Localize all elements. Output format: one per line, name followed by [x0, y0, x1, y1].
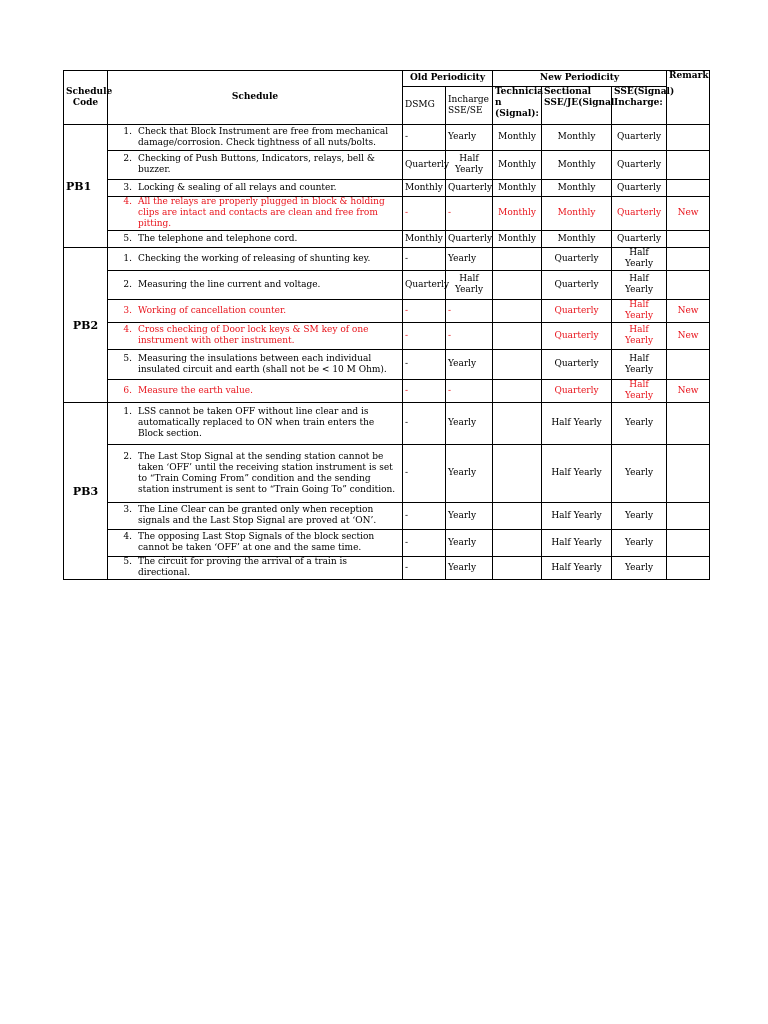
schedule-item-cell [108, 300, 403, 323]
schedule-item-cell [108, 380, 403, 403]
schedule-item-cell [108, 403, 403, 445]
technician-cell: Monthly [493, 151, 542, 180]
schedule-item [110, 183, 400, 194]
item-text: The telephone and telephone cord. [138, 233, 298, 244]
remark-cell: New [667, 380, 710, 403]
schedule-item [110, 197, 400, 230]
schedule-item [110, 557, 400, 579]
table-row [64, 300, 710, 323]
table-row [64, 380, 710, 403]
item-text: Measuring the line current and voltage. [138, 279, 321, 290]
dsmg-cell: - [403, 300, 446, 323]
item-number: 2. [123, 154, 132, 164]
sse-incharge-cell: Quarterly [612, 151, 667, 180]
schedule-item [110, 127, 400, 149]
remark-cell [667, 231, 710, 248]
remark-cell: New [667, 300, 710, 323]
technician-cell: Monthly [493, 125, 542, 151]
sectional-cell: Half Yearly [542, 445, 612, 503]
table-row [64, 271, 710, 300]
table-row [64, 125, 710, 151]
item-number: 1. [123, 407, 132, 417]
schedule-item [110, 280, 400, 291]
item-number: 2. [123, 451, 132, 462]
item-text: Cross checking of Door lock keys & SM key of one instrument with other instrument. [138, 325, 369, 346]
schedule-item [110, 386, 400, 397]
sse-incharge-cell: Half Yearly [612, 300, 667, 323]
sse-incharge-cell: Quarterly [612, 180, 667, 197]
incharge-cell: - [446, 300, 493, 323]
schedule-item [110, 306, 400, 317]
technician-cell [493, 557, 542, 580]
dsmg-cell: Monthly [403, 231, 446, 248]
table-row [64, 503, 710, 530]
incharge-cell: Yearly [446, 350, 493, 380]
dsmg-cell: Quarterly [403, 271, 446, 300]
dsmg-cell: - [403, 445, 446, 503]
sectional-cell: Quarterly [542, 248, 612, 271]
schedule-item [110, 354, 400, 376]
item-text: Check that Block Instrument are free from mechanical damage/corrosion. Check tightness of all nuts/bolts. [138, 126, 389, 148]
item-text: Checking the working of releasing of shunting key. [138, 253, 371, 264]
item-number: 5. [123, 353, 132, 364]
remark-cell [667, 151, 710, 180]
sectional-cell: Monthly [542, 125, 612, 151]
schedule-table [63, 70, 710, 580]
item-text: Locking & sealing of all relays and counter. [138, 182, 337, 193]
dsmg-cell: - [403, 248, 446, 271]
sse-incharge-cell: Quarterly [612, 125, 667, 151]
dsmg-cell: Quarterly [403, 151, 446, 180]
sse-incharge-cell: Half Yearly [612, 350, 667, 380]
schedule-body [64, 125, 710, 580]
technician-cell [493, 350, 542, 380]
incharge-cell: Half Yearly [446, 271, 493, 300]
schedule-item [110, 254, 400, 265]
technician-cell [493, 403, 542, 445]
sse-incharge-cell: Quarterly [612, 231, 667, 248]
schedule-item [110, 505, 400, 527]
header-new-periodicity: New Periodicity [493, 71, 667, 87]
schedule-item-cell [108, 503, 403, 530]
incharge-cell: - [446, 323, 493, 350]
schedule-item-cell [108, 350, 403, 380]
sse-incharge-cell: Half Yearly [612, 323, 667, 350]
item-text: Measure the earth value. [138, 385, 253, 396]
incharge-cell: Yearly [446, 445, 493, 503]
sectional-cell: Monthly [542, 231, 612, 248]
remark-cell [667, 503, 710, 530]
header-old-periodicity: Old Periodicity [403, 71, 493, 87]
sectional-cell: Monthly [542, 180, 612, 197]
item-number: 1. [123, 126, 132, 137]
item-number: 2. [123, 279, 132, 290]
incharge-cell: - [446, 197, 493, 231]
sse-incharge-cell: Yearly [612, 445, 667, 503]
remark-cell [667, 180, 710, 197]
incharge-cell: Yearly [446, 557, 493, 580]
table-row [64, 231, 710, 248]
technician-cell [493, 503, 542, 530]
remark-cell [667, 557, 710, 580]
incharge-cell: Quarterly [446, 180, 493, 197]
schedule-item-cell [108, 180, 403, 197]
schedule-item-cell [108, 530, 403, 557]
item-text: LSS cannot be taken OFF without line clear and is automatically replaced to ON when train enters the Block section. [138, 407, 375, 439]
header-sectional: Sectional SSE/JE(Signal [542, 87, 612, 125]
header-technician: Technicia n (Signal): [493, 87, 542, 125]
technician-cell: Monthly [493, 180, 542, 197]
item-text: Measuring the insulations between each individual insulated circuit and earth (shall not be < 10 M Ohm). [138, 353, 387, 375]
sectional-cell: Half Yearly [542, 530, 612, 557]
technician-cell [493, 530, 542, 557]
technician-cell [493, 445, 542, 503]
schedule-item-cell [108, 323, 403, 350]
item-number: 3. [123, 505, 132, 515]
item-number: 5. [123, 233, 132, 244]
incharge-cell: Quarterly [446, 231, 493, 248]
schedule-item-cell [108, 248, 403, 271]
schedule-item-cell [108, 125, 403, 151]
sectional-cell: Monthly [542, 197, 612, 231]
schedule-item [110, 452, 400, 496]
sse-incharge-cell: Half Yearly [612, 380, 667, 403]
remark-cell [667, 403, 710, 445]
sse-incharge-cell: Quarterly [612, 197, 667, 231]
header-dsmg: DSMG [403, 87, 446, 125]
item-text: The opposing Last Stop Signals of the block section cannot be taken ‘OFF’ at one and the same time. [138, 532, 375, 553]
technician-cell [493, 248, 542, 271]
schedule-code-cell: PB2 [64, 248, 108, 403]
technician-cell: Monthly [493, 231, 542, 248]
remark-cell [667, 530, 710, 557]
incharge-cell: Yearly [446, 248, 493, 271]
table-row [64, 557, 710, 580]
technician-cell: Monthly [493, 197, 542, 231]
schedule-item [110, 234, 400, 245]
incharge-cell: Yearly [446, 530, 493, 557]
item-text: All the relays are properly plugged in block & holding clips are intact and contacts are clean and free from pitting. [138, 197, 385, 229]
schedule-code-cell: PB3 [64, 403, 108, 580]
remark-cell [667, 248, 710, 271]
schedule-item-cell [108, 557, 403, 580]
technician-cell [493, 380, 542, 403]
table-row [64, 530, 710, 557]
remark-cell: New [667, 197, 710, 231]
item-text: The Line Clear can be granted only when reception signals and the Last Stop Signal are proved at ‘ON’. [138, 505, 377, 526]
incharge-cell: Yearly [446, 125, 493, 151]
item-number: 3. [123, 305, 132, 316]
item-number: 4. [123, 325, 132, 335]
sse-incharge-cell: Half Yearly [612, 271, 667, 300]
item-text: Working of cancellation counter. [138, 305, 287, 316]
sectional-cell: Half Yearly [542, 403, 612, 445]
remark-cell [667, 271, 710, 300]
item-number: 4. [123, 532, 132, 542]
sectional-cell: Quarterly [542, 300, 612, 323]
incharge-cell: Yearly [446, 503, 493, 530]
incharge-cell: - [446, 380, 493, 403]
sse-incharge-cell: Yearly [612, 557, 667, 580]
dsmg-cell: - [403, 503, 446, 530]
schedule-item-cell [108, 271, 403, 300]
table-row [64, 197, 710, 231]
schedule-item [110, 325, 400, 347]
item-number: 3. [123, 182, 132, 193]
item-number: 4. [123, 197, 132, 207]
sse-incharge-cell: Yearly [612, 403, 667, 445]
header-schedule-code: Schedule Code [64, 71, 108, 125]
technician-cell [493, 323, 542, 350]
dsmg-cell: - [403, 197, 446, 231]
schedule-item-cell [108, 151, 403, 180]
schedule-item-cell [108, 231, 403, 248]
table-row [64, 350, 710, 380]
remark-cell [667, 125, 710, 151]
sse-incharge-cell: Yearly [612, 530, 667, 557]
item-number: 5. [123, 557, 132, 567]
item-text: The Last Stop Signal at the sending station cannot be taken ‘OFF’ until the receiving station instrument is set to “Train Coming From” condition and the sending station instrument is sent to “Train Going To” condition. [138, 451, 396, 495]
header-incharge-sse-se: Incharge SSE/SE [446, 87, 493, 125]
dsmg-cell: Monthly [403, 180, 446, 197]
dsmg-cell: - [403, 403, 446, 445]
table-row [64, 151, 710, 180]
incharge-cell: Yearly [446, 403, 493, 445]
item-number: 1. [123, 253, 132, 264]
sectional-cell: Monthly [542, 151, 612, 180]
schedule-item [110, 407, 400, 440]
dsmg-cell: - [403, 125, 446, 151]
item-text: Checking of Push Buttons, Indicators, relays, bell & buzzer. [138, 154, 375, 175]
header-sse-incharge: SSE(Signal) Incharge: [612, 87, 667, 125]
schedule-code-cell: PB1 [64, 125, 108, 248]
schedule-item [110, 532, 400, 554]
table-row [64, 403, 710, 445]
schedule-item-cell [108, 197, 403, 231]
dsmg-cell: - [403, 380, 446, 403]
sectional-cell: Quarterly [542, 380, 612, 403]
incharge-cell: Half Yearly [446, 151, 493, 180]
sse-incharge-cell: Yearly [612, 503, 667, 530]
schedule-item [110, 154, 400, 176]
technician-cell [493, 271, 542, 300]
header-schedule: Schedule [108, 71, 403, 125]
table-row [64, 323, 710, 350]
sectional-cell: Quarterly [542, 350, 612, 380]
header-remark: Remark [667, 71, 710, 125]
remark-cell: New [667, 323, 710, 350]
item-text: The circuit for proving the arrival of a train is directional. [138, 557, 347, 578]
dsmg-cell: - [403, 530, 446, 557]
sectional-cell: Half Yearly [542, 503, 612, 530]
item-number: 6. [123, 385, 132, 396]
sse-incharge-cell: Half Yearly [612, 248, 667, 271]
sectional-cell: Quarterly [542, 323, 612, 350]
sectional-cell: Half Yearly [542, 557, 612, 580]
remark-cell [667, 445, 710, 503]
dsmg-cell: - [403, 350, 446, 380]
table-row [64, 180, 710, 197]
remark-cell [667, 350, 710, 380]
technician-cell [493, 300, 542, 323]
dsmg-cell: - [403, 557, 446, 580]
table-row [64, 445, 710, 503]
table-row [64, 248, 710, 271]
sectional-cell: Quarterly [542, 271, 612, 300]
dsmg-cell: - [403, 323, 446, 350]
schedule-item-cell [108, 445, 403, 503]
